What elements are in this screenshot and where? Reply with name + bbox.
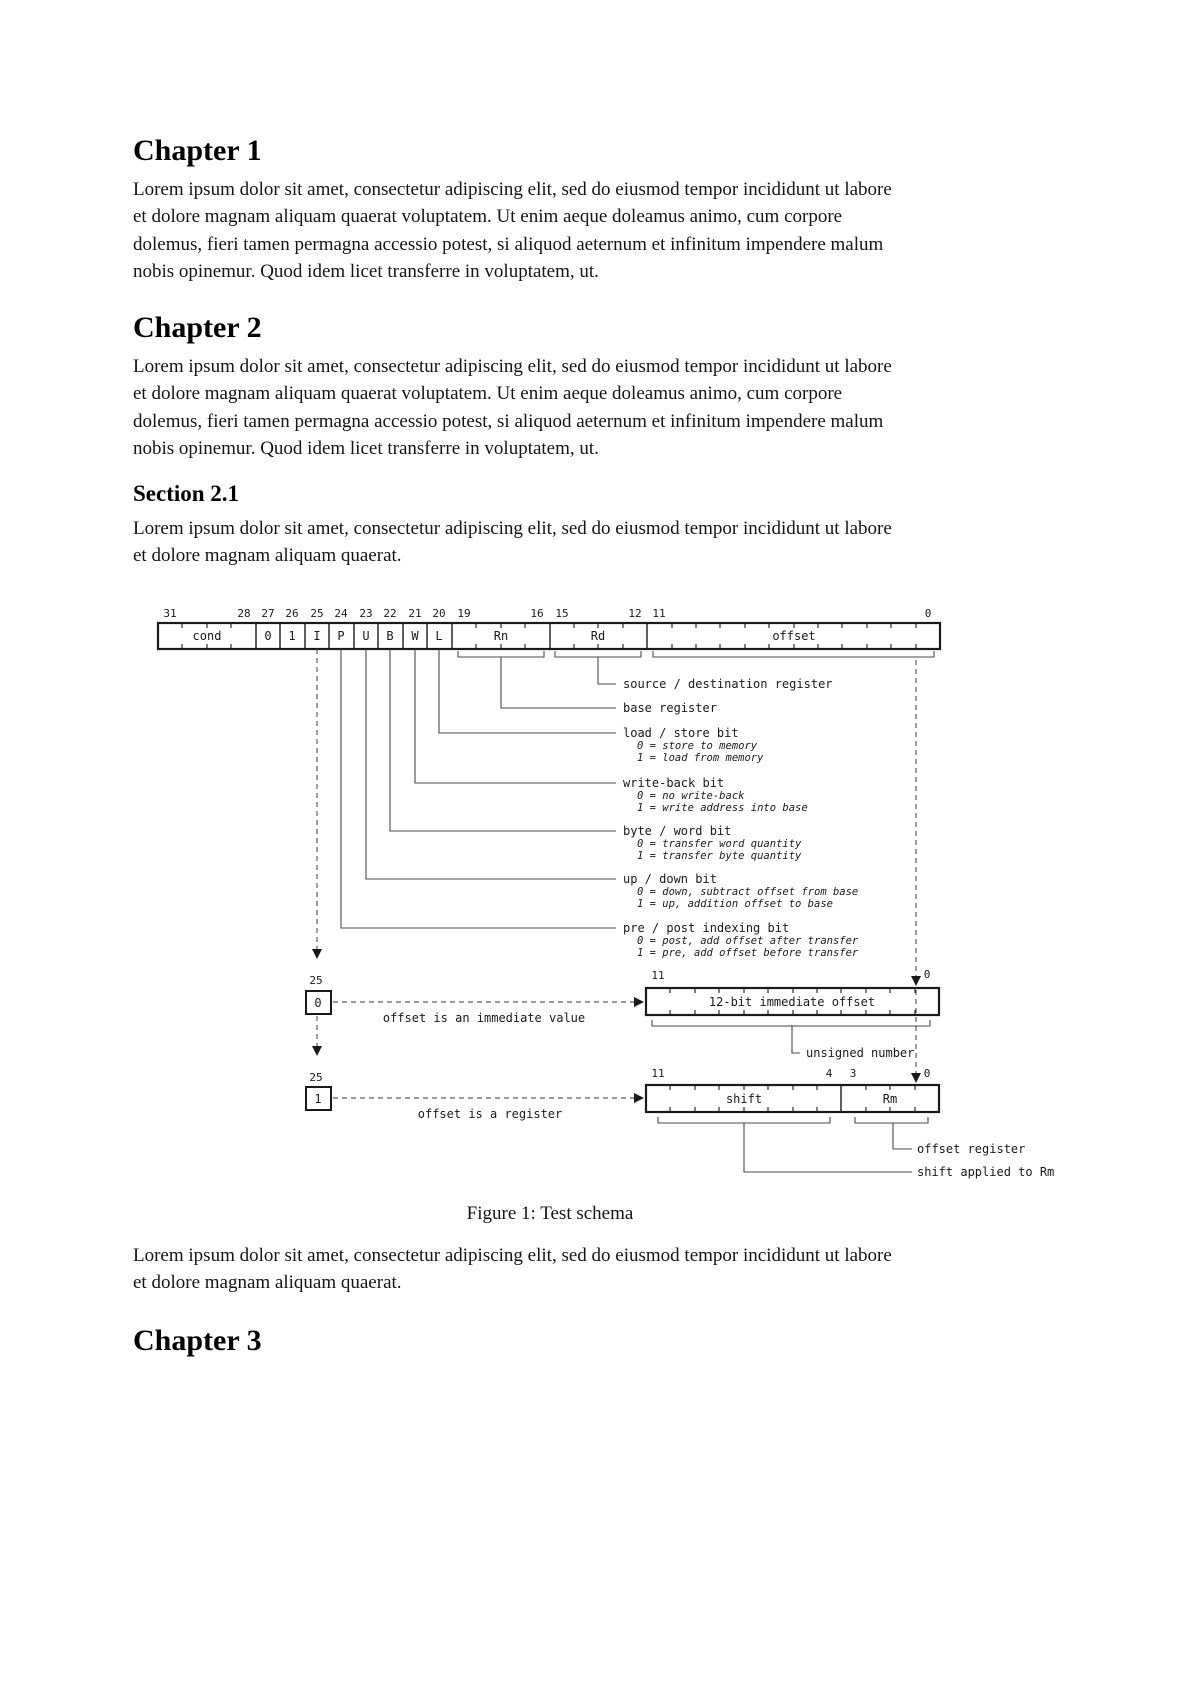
callout-label: pre / post indexing bit bbox=[623, 921, 790, 935]
text-line: et dolore magnam aliquam quaerat. bbox=[133, 1272, 402, 1294]
field-rd: Rd bbox=[590, 629, 606, 643]
bit-number: 25 bbox=[309, 1071, 323, 1084]
bit-number: 21 bbox=[408, 607, 422, 620]
instruction-encoding-figure bbox=[0, 560, 1191, 1200]
text-line: Lorem ipsum dolor sit amet, consectetur adipiscing elit, sed do eiusmod tempor incididunt ut labore bbox=[133, 356, 892, 377]
callout-option: 1 = write address into base bbox=[637, 802, 808, 814]
field-cond: cond bbox=[192, 629, 222, 643]
text-line: nobis opinemur. Quod idem licet transferre in voluptatem, ut. bbox=[133, 437, 599, 459]
callout-label: shift applied to Rm bbox=[917, 1165, 1055, 1179]
bit-number: 24 bbox=[334, 607, 348, 620]
right-arrowhead bbox=[634, 1093, 644, 1103]
callout-label: source / destination register bbox=[623, 677, 833, 691]
callout-label: up / down bit bbox=[623, 872, 717, 886]
text-line: et dolore magnam aliquam quaerat. bbox=[133, 545, 402, 567]
callout-line-w bbox=[415, 649, 616, 783]
bit-number: 20 bbox=[432, 607, 446, 620]
bit-number: 12 bbox=[628, 607, 642, 620]
text-line: dolemus, fieri tamen permagna accessio potest, si aliquod aeternum et infinitum impendere malum bbox=[133, 233, 884, 255]
callout-option: 0 = post, add offset after transfer bbox=[637, 935, 859, 947]
field-p: P bbox=[337, 629, 345, 643]
branch-label: offset is a register bbox=[417, 1107, 563, 1121]
callout-label: base register bbox=[623, 701, 717, 715]
text-line: Lorem ipsum dolor sit amet, consectetur adipiscing elit, sed do eiusmod tempor incididunt ut labore bbox=[133, 1245, 892, 1266]
bit-number: 11 bbox=[651, 969, 665, 982]
field-offset: offset bbox=[772, 629, 816, 643]
callout-option: 1 = transfer byte quantity bbox=[637, 850, 802, 862]
callout-label: unsigned number bbox=[806, 1046, 915, 1060]
callout-option: 1 = pre, add offset before transfer bbox=[637, 947, 859, 959]
figure-caption: Figure 1: Test schema bbox=[466, 1203, 634, 1224]
bit-number: 11 bbox=[651, 1067, 665, 1080]
down-arrowhead bbox=[312, 949, 322, 959]
main-register bbox=[158, 607, 940, 649]
text-line: Lorem ipsum dolor sit amet, consectetur adipiscing elit, sed do eiusmod tempor incididunt ut labore bbox=[133, 518, 892, 539]
bit-number: 0 bbox=[923, 1067, 931, 1080]
immediate-offset-branch bbox=[306, 968, 939, 1060]
bit-number: 28 bbox=[237, 607, 251, 620]
field-shift: shift bbox=[725, 1092, 763, 1106]
field-b: B bbox=[386, 629, 394, 643]
field-l: L bbox=[435, 629, 443, 643]
field-immediate-offset: 12-bit immediate offset bbox=[708, 995, 876, 1009]
chapter-1-paragraph bbox=[133, 176, 993, 285]
i-value-0: 0 bbox=[314, 996, 322, 1010]
offset-bracket bbox=[653, 651, 934, 657]
register-offset-branch bbox=[306, 1067, 1054, 1179]
field-labels bbox=[193, 629, 816, 643]
section-2-1-heading: Section 2.1 bbox=[133, 481, 240, 506]
text-line: et dolore magnam aliquam quaerat voluptatem. Ut enim aeque doleamus animo, cum corpore bbox=[133, 383, 843, 405]
bit-number: 22 bbox=[383, 607, 397, 620]
callout-line-rn bbox=[458, 651, 616, 708]
shift-applied-bracket bbox=[658, 1117, 912, 1172]
callout-option: 1 = up, addition offset to base bbox=[637, 898, 833, 910]
callout-line-b bbox=[390, 649, 616, 831]
callout-label: byte / word bit bbox=[623, 824, 732, 838]
callout-option: 0 = store to memory bbox=[637, 740, 758, 752]
field-rm: Rm bbox=[882, 1092, 898, 1106]
right-arrowhead bbox=[634, 997, 644, 1007]
text-line: nobis opinemur. Quod idem licet transferre in voluptatem, ut. bbox=[133, 260, 599, 282]
callout-label: write-back bit bbox=[623, 776, 725, 790]
field-w: W bbox=[411, 629, 419, 643]
bit-number: 0 bbox=[923, 968, 931, 981]
callout-option: 0 = no write-back bbox=[637, 790, 745, 802]
bit-number: 16 bbox=[530, 607, 544, 620]
bit-number: 4 bbox=[825, 1067, 833, 1080]
bit-number: 31 bbox=[163, 607, 177, 620]
callout-write-back bbox=[415, 649, 808, 814]
field-u: U bbox=[362, 629, 370, 643]
field-rn: Rn bbox=[493, 629, 509, 643]
callout-label: offset register bbox=[917, 1142, 1026, 1156]
bit-number: 15 bbox=[555, 607, 569, 620]
text-line: dolemus, fieri tamen permagna accessio potest, si aliquod aeternum et infinitum impendere malum bbox=[133, 410, 884, 432]
field-bit26: 1 bbox=[288, 629, 296, 643]
field-i: I bbox=[313, 629, 321, 643]
bit-numbers bbox=[163, 607, 931, 620]
callout-label: load / store bit bbox=[623, 726, 739, 740]
bit-number: 23 bbox=[359, 607, 373, 620]
callout-option: 1 = load from memory bbox=[637, 752, 764, 764]
bit-ticks bbox=[670, 1085, 915, 1112]
branch-label: offset is an immediate value bbox=[382, 1011, 586, 1025]
bit-number: 25 bbox=[309, 974, 323, 987]
chapter-1-heading: Chapter 1 bbox=[133, 134, 262, 167]
callout-option: 0 = transfer word quantity bbox=[637, 838, 802, 850]
after-figure-paragraph bbox=[133, 1242, 993, 1297]
down-arrowhead bbox=[911, 1073, 921, 1083]
chapter-2-paragraph bbox=[133, 353, 993, 462]
text-line: Lorem ipsum dolor sit amet, consectetur adipiscing elit, sed do eiusmod tempor incididunt ut labore bbox=[133, 179, 892, 200]
down-arrowhead bbox=[312, 1046, 322, 1056]
callout-line-p bbox=[341, 649, 616, 928]
i-value-1: 1 bbox=[314, 1092, 322, 1106]
chapter-2-heading: Chapter 2 bbox=[133, 311, 262, 344]
bit-number: 27 bbox=[261, 607, 275, 620]
field-bit27: 0 bbox=[264, 629, 272, 643]
bit-number: 19 bbox=[457, 607, 471, 620]
bit-number: 26 bbox=[285, 607, 299, 620]
down-arrowhead bbox=[911, 976, 921, 986]
callout-line-u bbox=[366, 649, 616, 879]
bit-number: 25 bbox=[310, 607, 324, 620]
bit-number: 0 bbox=[924, 607, 932, 620]
register-box bbox=[158, 623, 940, 649]
bit-number: 11 bbox=[652, 607, 666, 620]
text-line: et dolore magnam aliquam quaerat voluptatem. Ut enim aeque doleamus animo, cum corpore bbox=[133, 206, 843, 228]
chapter-3-heading: Chapter 3 bbox=[133, 1324, 262, 1357]
callout-option: 0 = down, subtract offset from base bbox=[637, 886, 859, 898]
bit-number: 3 bbox=[849, 1067, 857, 1080]
callout-line-l bbox=[439, 649, 616, 733]
